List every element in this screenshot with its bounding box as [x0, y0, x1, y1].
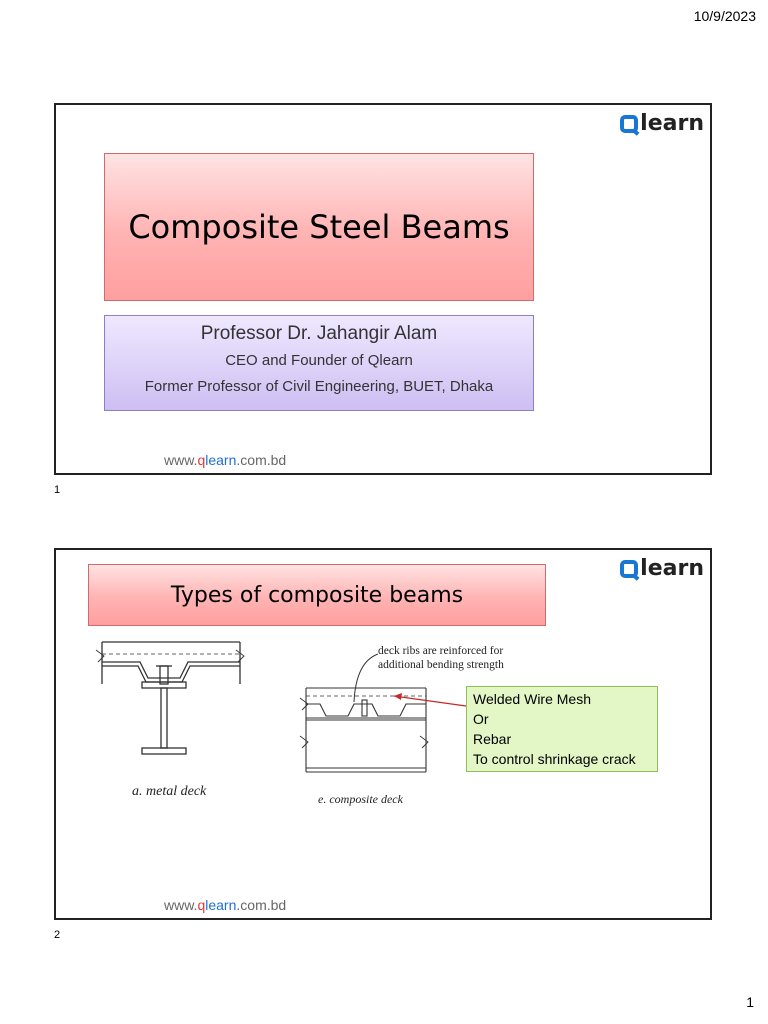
- page-number: 1: [746, 994, 754, 1010]
- logo-text: learn: [640, 111, 704, 136]
- website-brand: learn: [205, 452, 237, 468]
- figure-note: deck ribs are reinforced for additional bending strength: [378, 645, 504, 671]
- website-highlight: q: [197, 452, 206, 468]
- website-link[interactable]: [164, 897, 286, 913]
- slide-1-number: 1: [54, 484, 61, 496]
- author-role: CEO and Founder of Qlearn: [225, 352, 413, 369]
- logo-text: learn: [640, 556, 704, 581]
- callout-line-1: Welded Wire Mesh: [473, 691, 592, 707]
- slide-2-title: Types of composite beams: [170, 582, 464, 608]
- slide-2: [54, 548, 712, 920]
- website-suffix: .com.bd: [236, 452, 287, 468]
- website-link[interactable]: [164, 452, 286, 468]
- caption-metal-deck: a. metal deck: [132, 784, 207, 799]
- slide-1: [54, 103, 712, 475]
- website-highlight: q: [197, 897, 206, 913]
- print-date: 10/9/2023: [693, 8, 756, 24]
- callout-line-4: To control shrinkage crack: [473, 751, 636, 767]
- slide-1-title: Composite Steel Beams: [128, 208, 510, 246]
- callout-line-2: Or: [473, 711, 489, 727]
- slide-2-number: 2: [54, 929, 61, 941]
- q-logo-icon: [620, 115, 638, 133]
- slide-1-title-box: [104, 153, 534, 301]
- website-prefix: www.: [164, 452, 198, 468]
- slide-1-subtitle-box: [104, 315, 534, 411]
- website-suffix: .com.bd: [236, 897, 287, 913]
- website-prefix: www.: [164, 897, 198, 913]
- qlearn-logo: [620, 111, 704, 136]
- author-name: Professor Dr. Jahangir Alam: [200, 323, 438, 344]
- caption-composite-deck: e. composite deck: [318, 792, 403, 806]
- callout-box: [466, 686, 658, 772]
- author-affiliation: Former Professor of Civil Engineering, BUET, Dhaka: [144, 378, 494, 395]
- website-brand: learn: [205, 897, 237, 913]
- callout-line-3: Rebar: [473, 731, 512, 747]
